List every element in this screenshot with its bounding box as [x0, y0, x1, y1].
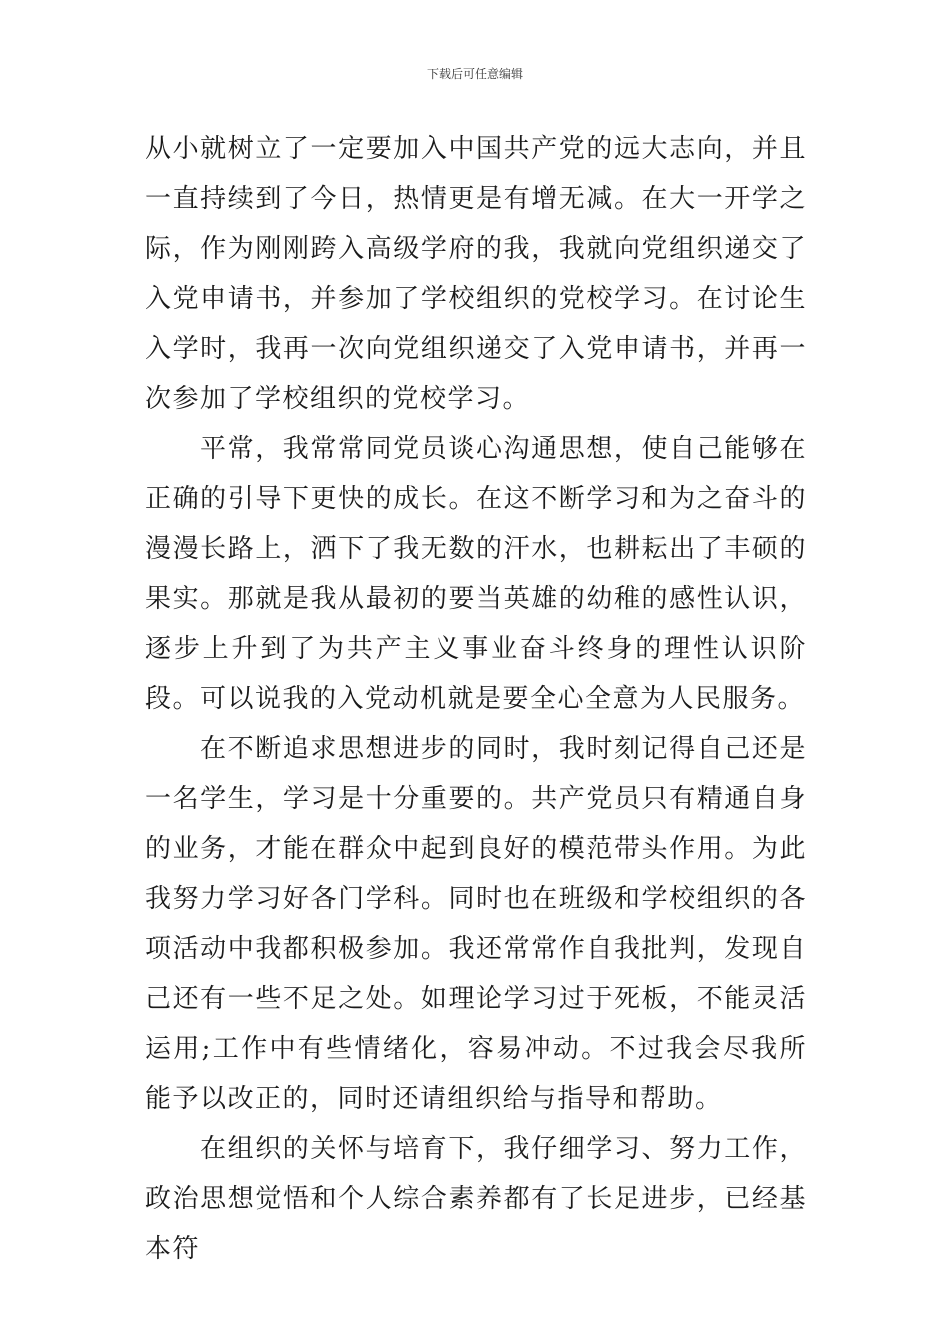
paragraph-1: 从小就树立了一定要加入中国共产党的远大志向，并且一直持续到了今日，热情更是有增无减。在大一开学之际，作为刚刚跨入高级学府的我，我就向党组织递交了入党申请书，并参加了学校组织的党校学习。在讨论生入学时，我再一次向党组织递交了入党申请书，并再一次参加了学校组织的党校学习。	[145, 134, 807, 414]
paragraph-3: 在不断追求思想进步的同时，我时刻记得自己还是一名学生，学习是十分重要的。共产党员只有精通自身的业务，才能在群众中起到良好的模范带头作用。为此我努力学习好各门学科。同时也在班级和学校组织的各项活动中我都积极参加。我还常常作自我批判，发现自己还有一些不足之处。如理论学习过于死板，不能灵活运用;工作中有些情绪化，容易冲动。不过我会尽我所能予以改正的，同时还请组织给与指导和帮助。	[145, 734, 807, 1114]
paragraph-2: 平常，我常常同党员谈心沟通思想，使自己能够在正确的引导下更快的成长。在这不断学习和为之奋斗的漫漫长路上，洒下了我无数的汗水，也耕耘出了丰硕的果实。那就是我从最初的要当英雄的幼稚的感性认识，逐步上升到了为共产主义事业奋斗终身的理性认识阶段。可以说我的入党动机就是要全心全意为人民服务。	[145, 434, 807, 714]
paragraph-4: 在组织的关怀与培育下，我仔细学习、努力工作，政治思想觉悟和个人综合素养都有了长足进步，已经基本符	[145, 1134, 807, 1264]
document-body	[145, 124, 807, 1274]
page-header: 下载后可任意编辑	[426, 67, 523, 81]
